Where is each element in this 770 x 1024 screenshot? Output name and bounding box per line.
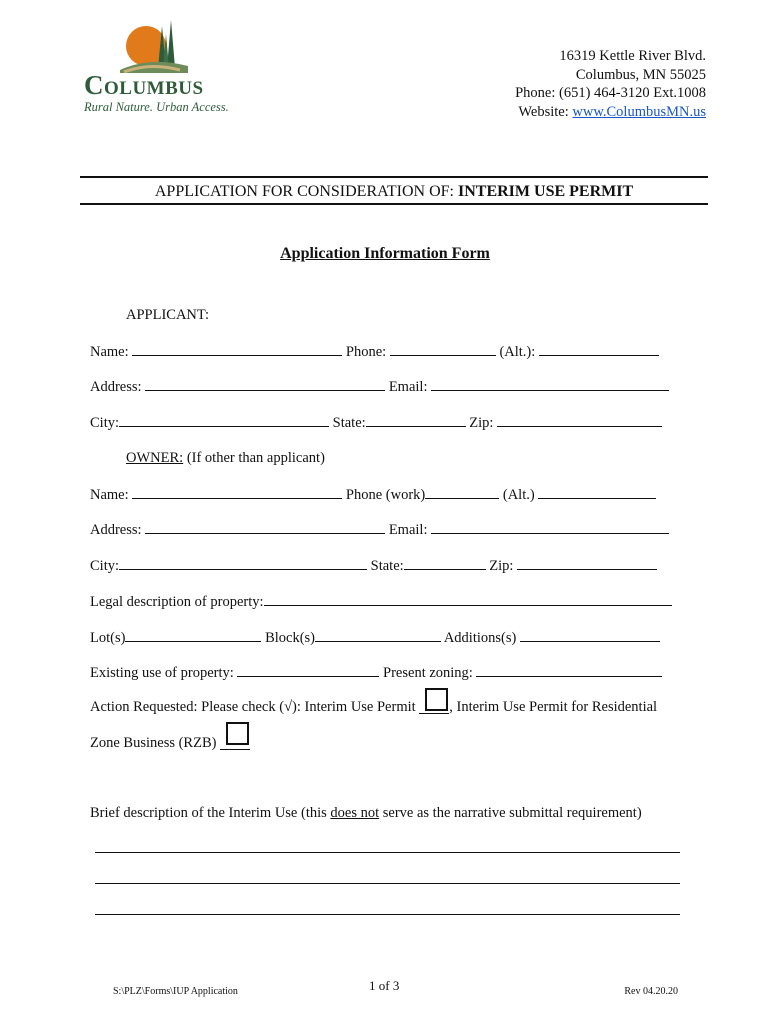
applicant-phone-field[interactable] <box>390 342 496 356</box>
applicant-heading: APPLICANT: <box>126 307 210 323</box>
owner-alt-label: (Alt.) <box>502 487 535 503</box>
rzb-label: Zone Business (RZB) <box>90 735 217 751</box>
block-label: Block(s) <box>265 630 315 646</box>
description-prompt <box>90 805 680 822</box>
contact-website-row <box>515 103 706 122</box>
applicant-alt-field[interactable] <box>539 342 659 356</box>
applicant-email-field[interactable] <box>431 377 669 391</box>
applicant-name-field[interactable] <box>132 342 342 356</box>
owner-name-field[interactable] <box>132 485 342 499</box>
owner-address-field[interactable] <box>145 520 385 534</box>
columbus-logo <box>120 18 190 73</box>
description-emphasis: does not <box>330 805 380 821</box>
contact-city: Columbus, MN 55025 <box>575 66 706 83</box>
zoning-label: Present zoning: <box>383 665 473 681</box>
existing-use-field[interactable] <box>237 663 379 677</box>
owner-state-field[interactable] <box>404 556 486 570</box>
contact-phone: Phone: (651) 464-3120 Ext.1008 <box>515 85 706 101</box>
title-prefix: APPLICATION FOR CONSIDERATION OF: <box>154 183 454 200</box>
use-zoning-row <box>90 663 680 682</box>
iup-checkbox[interactable] <box>425 688 448 711</box>
applicant-name-row <box>90 342 680 361</box>
contact-block <box>515 47 706 121</box>
footer-revision: Rev 04.20.20 <box>624 986 678 997</box>
action-requested-row <box>90 698 680 716</box>
applicant-address-field[interactable] <box>145 377 385 391</box>
owner-city-row <box>90 556 680 575</box>
legal-description-field[interactable] <box>264 592 672 606</box>
legal-description-row <box>90 592 680 611</box>
applicant-zip-field[interactable] <box>497 413 662 427</box>
title-rule-top <box>80 176 708 178</box>
logo-tagline: Rural Nature. Urban Access. <box>84 100 229 114</box>
applicant-state-label: State: <box>332 415 366 431</box>
owner-heading-note: (If other than applicant) <box>186 450 325 466</box>
owner-zip-label: Zip: <box>489 558 514 574</box>
iup-residential-label: , Interim Use Permit for Residential <box>449 699 658 715</box>
rzb-checkbox-wrap <box>220 734 250 747</box>
owner-email-label: Email: <box>388 522 428 538</box>
lot-label: Lot(s) <box>90 630 126 646</box>
owner-phone-label: Phone (work) <box>345 487 426 503</box>
iup-checkbox-wrap <box>419 698 449 711</box>
applicant-state-field[interactable] <box>366 413 466 427</box>
applicant-phone-label: Phone: <box>345 344 387 360</box>
applicant-name-label: Name: <box>90 344 129 360</box>
owner-address-label: Address: <box>90 522 142 538</box>
description-line-2[interactable] <box>95 883 680 884</box>
sun-trees-icon <box>120 18 190 73</box>
additions-label: Additions(s) <box>443 630 517 646</box>
lot-block-row <box>90 628 680 647</box>
applicant-city-row <box>90 413 680 432</box>
rzb-checkbox[interactable] <box>226 722 249 745</box>
application-title <box>80 183 708 201</box>
footer-file-path: S:\PLZ\Forms\IUP Application <box>113 986 238 997</box>
existing-use-label: Existing use of property: <box>90 665 234 681</box>
footer-page-number: 1 of 3 <box>369 978 400 993</box>
additions-field[interactable] <box>520 628 660 642</box>
action-requested-label: Action Requested: Please check (√): Interim Use Permit <box>90 699 416 715</box>
website-link[interactable]: www.ColumbusMN.us <box>572 103 706 120</box>
applicant-city-label: City: <box>90 415 120 431</box>
title-permit-type: INTERIM USE PERMIT <box>458 183 634 200</box>
owner-name-row <box>90 485 680 504</box>
description-line-3[interactable] <box>95 914 680 915</box>
owner-name-label: Name: <box>90 487 129 503</box>
owner-city-field[interactable] <box>119 556 367 570</box>
block-field[interactable] <box>315 628 441 642</box>
zoning-field[interactable] <box>476 663 662 677</box>
lot-field[interactable] <box>125 628 261 642</box>
applicant-city-field[interactable] <box>119 413 329 427</box>
description-line-1[interactable] <box>95 852 680 853</box>
owner-city-label: City: <box>90 558 120 574</box>
title-rule-bottom <box>80 203 708 205</box>
applicant-address-row <box>90 377 680 396</box>
legal-description-label: Legal description of property: <box>90 594 264 610</box>
website-label: Website: <box>518 103 569 120</box>
form-title: Application Information Form <box>280 245 490 262</box>
description-suffix: serve as the narrative submittal requirement) <box>382 805 642 821</box>
logo-name: Columbus <box>84 70 204 100</box>
owner-heading-label: OWNER: <box>126 450 184 466</box>
owner-address-row <box>90 520 680 539</box>
applicant-zip-label: Zip: <box>469 415 494 431</box>
owner-email-field[interactable] <box>431 520 669 534</box>
action-requested-row-2 <box>90 734 680 752</box>
applicant-alt-label: (Alt.): <box>499 344 536 360</box>
owner-state-label: State: <box>370 558 404 574</box>
owner-phone-field[interactable] <box>425 485 499 499</box>
owner-zip-field[interactable] <box>517 556 657 570</box>
owner-alt-field[interactable] <box>538 485 656 499</box>
owner-heading <box>126 450 716 467</box>
applicant-address-label: Address: <box>90 379 142 395</box>
contact-street: 16319 Kettle River Blvd. <box>559 48 706 64</box>
description-prefix: Brief description of the Interim Use (this <box>90 805 327 821</box>
applicant-email-label: Email: <box>388 379 428 395</box>
